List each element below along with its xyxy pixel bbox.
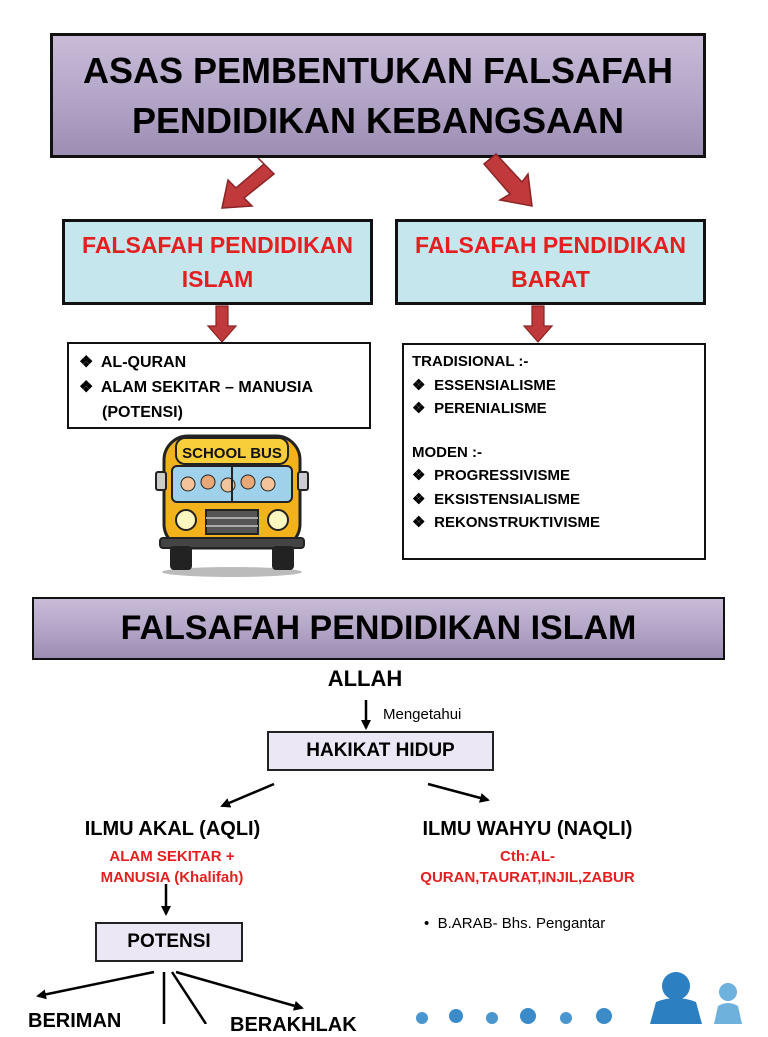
allah-label: ALLAH	[327, 666, 403, 691]
passenger-icon	[181, 477, 195, 491]
bus-sign-text: SCHOOL BUS	[182, 445, 282, 462]
ilmu-wahyu-sub-line-1: Cth:AL-	[500, 848, 555, 865]
mirror-left-icon	[156, 472, 166, 490]
tradisional-header: TRADISIONAL :-	[412, 353, 529, 370]
arrow-left-icon	[222, 158, 274, 208]
person-head-icon	[719, 983, 737, 1001]
second-title-box	[32, 597, 725, 660]
arrow-right-icon	[484, 154, 532, 206]
list-item	[79, 350, 359, 375]
mirror-right-icon	[298, 472, 308, 490]
bullet-diamond-icon: ❖	[412, 400, 426, 417]
beriman-label: BERIMAN	[28, 1010, 122, 1032]
hakikat-hidup-label: HAKIKAT HIDUP	[306, 740, 455, 761]
list-item-label: REKONSTRUKTIVISME	[434, 514, 601, 531]
arrow-to-akal	[222, 784, 274, 806]
ilmu-akal-sub-line-2: MANUSIA (Khalifah)	[100, 869, 244, 886]
arrow-to-beriman	[38, 972, 154, 996]
berakhlak-label: BERAKHLAK	[230, 1014, 357, 1036]
list-item-label: ESSENSIALISME	[434, 376, 556, 394]
ilmu-akal-sub-line-1: ALAM SEKITAR +	[109, 848, 235, 865]
bahasa-label: B.ARAB- Bhs. Pengantar	[437, 915, 606, 932]
wheel-left-icon	[170, 546, 192, 570]
arrow-to-wahyu	[428, 784, 488, 800]
down-arrow-islam-icon	[208, 306, 236, 342]
passenger-icon	[201, 475, 215, 489]
list-item	[412, 374, 696, 398]
bullet-dot-icon: •	[424, 915, 430, 932]
list-item-label: PERENIALISME	[434, 400, 547, 417]
falsafah-barat-line-1: FALSAFAH PENDIDIKAN	[415, 232, 686, 258]
ilmu-wahyu-sub-line-2: QURAN,TAURAT,INJIL,ZABUR	[420, 869, 635, 886]
falsafah-barat-box	[395, 219, 706, 305]
dot-icon	[486, 1012, 498, 1024]
bullet-diamond-icon: ❖	[79, 354, 94, 371]
wheel-right-icon	[272, 546, 294, 570]
bullet-diamond-icon: ❖	[412, 467, 426, 484]
barat-schools-list	[402, 343, 706, 560]
person-head-icon	[662, 972, 690, 1000]
down-arrow-barat-icon	[524, 306, 552, 342]
list-item	[412, 488, 696, 512]
islam-sources-list	[67, 342, 371, 429]
person-body-icon	[650, 998, 702, 1024]
passenger-icon	[261, 477, 275, 491]
dot-icon	[596, 1008, 612, 1024]
list-item-label: PROGRESSIVISME	[434, 467, 571, 484]
middle-arrows	[0, 304, 768, 346]
potensi-box	[95, 922, 243, 962]
bahasa-bullet	[424, 915, 605, 932]
ilmu-akal-sub	[62, 846, 282, 888]
bullet-diamond-icon: ❖	[412, 376, 426, 394]
hakikat-hidup-box	[267, 731, 494, 771]
list-item	[79, 375, 359, 400]
second-title: FALSAFAH PENDIDIKAN ISLAM	[120, 609, 637, 647]
dot-icon	[520, 1008, 536, 1024]
passenger-icon	[241, 475, 255, 489]
bus-grille	[206, 510, 258, 534]
dot-icon	[416, 1012, 428, 1024]
falsafah-barat-line-2: BARAT	[511, 266, 590, 292]
person-body-icon	[714, 1003, 742, 1024]
dot-icon	[449, 1009, 463, 1023]
mengetahui-label: Mengetahui	[383, 706, 462, 723]
ilmu-wahyu-title: ILMU WAHYU (NAQLI)	[422, 818, 633, 840]
bullet-diamond-icon: ❖	[79, 379, 94, 396]
main-title-line-1: ASAS PEMBENTUKAN FALSAFAH	[82, 49, 674, 91]
headlight-left-icon	[176, 510, 196, 530]
main-title-box	[50, 33, 706, 158]
arrow-to-berakhlak	[176, 972, 302, 1008]
falsafah-islam-line-2: ISLAM	[181, 266, 254, 292]
ilmu-wahyu-sub	[390, 846, 665, 888]
falsafah-islam-box	[62, 219, 373, 305]
list-item-continuation	[79, 400, 359, 425]
bullet-diamond-icon: ❖	[412, 490, 426, 508]
list-item-label: EKSISTENSIALISME	[434, 490, 581, 508]
list-item	[412, 397, 696, 421]
list-item	[412, 464, 696, 488]
ilmu-akal-title: ILMU AKAL (AQLI)	[84, 818, 261, 840]
bullet-diamond-icon: ❖	[412, 514, 426, 531]
headlight-right-icon	[268, 510, 288, 530]
list-item-label: (POTENSI)	[102, 404, 183, 421]
list-item-label: ALAM SEKITAR – MANUSIA	[100, 379, 314, 396]
moden-header: MODEN :-	[412, 443, 482, 461]
main-title-line-2: PENDIDIKAN KEBANGSAAN	[131, 99, 625, 141]
school-bus-illustration	[142, 428, 322, 578]
list-item	[412, 511, 696, 535]
people-silhouette-decoration	[400, 968, 768, 1024]
top-arrows	[0, 150, 768, 220]
potensi-label: POTENSI	[127, 931, 211, 952]
falsafah-islam-line-1: FALSAFAH PENDIDIKAN	[82, 232, 353, 258]
list-item-label: AL-QURAN	[100, 354, 187, 371]
dot-icon	[560, 1012, 572, 1024]
